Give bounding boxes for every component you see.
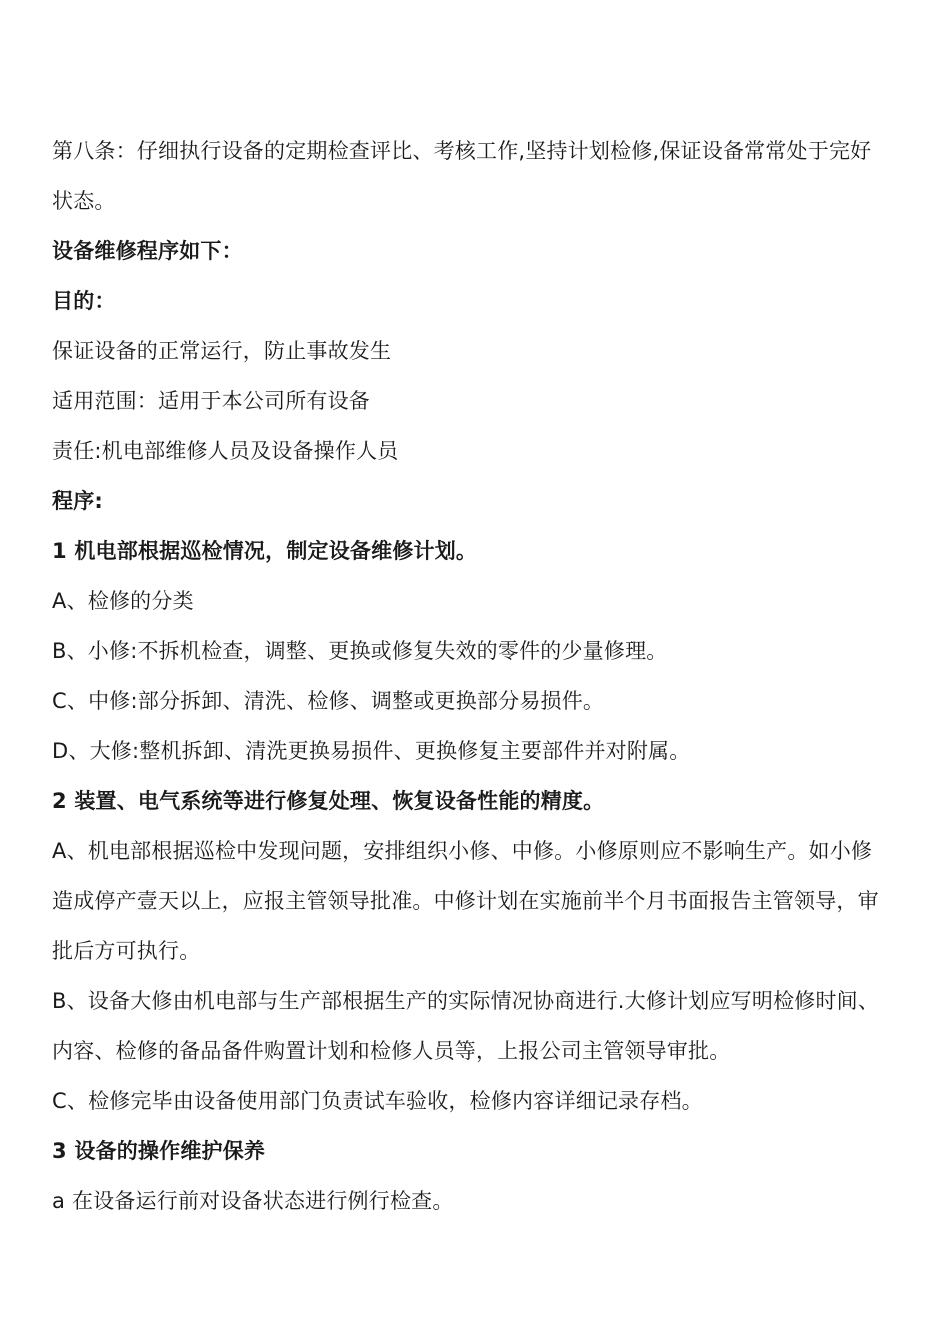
heading-section-2: 2 装置、电气系统等进行修复处理、恢复设备性能的精度。 [52,789,605,813]
list-item-2a: A、机电部根据巡检中发现问题，安排组织小修、中修。小修原则应不影响生产。如小修造成停产壹天以上，应报主管领导批准。中修计划在实施前半个月书面报告主管领导，审批后方可执行。 [52,839,879,963]
document-body [52,126,892,1226]
list-item-1b: B、小修:不拆机检查，调整、更换或修复失效的零件的少量修理。 [52,639,668,663]
heading-purpose: 目的： [52,289,116,313]
heading-section-3: 3 设备的操作维护保养 [52,1139,266,1163]
paragraph-article-8: 第八条：仔细执行设备的定期检查评比、考核工作,坚持计划检修,保证设备常常处于完好状态。 [52,139,872,213]
heading-procedure: 程序: [52,489,103,513]
paragraph-responsibility: 责任:机电部维修人员及设备操作人员 [52,439,399,463]
list-item-3a: a 在设备运行前对设备状态进行例行检查。 [52,1189,454,1213]
heading-maintenance-procedure: 设备维修程序如下： [52,239,243,263]
list-item-2c: C、检修完毕由设备使用部门负责试车验收，检修内容详细记录存档。 [52,1089,703,1113]
list-item-1d: D、大修:整机拆卸、清洗更换易损件、更换修复主要部件并对附属。 [52,739,691,763]
list-item-1c: C、中修:部分拆卸、清洗、检修、调整或更换部分易损件。 [52,689,605,713]
heading-section-1: 1 机电部根据巡检情况，制定设备维修计划。 [52,539,478,563]
paragraph-purpose: 保证设备的正常运行，防止事故发生 [52,339,392,363]
list-item-1a: A、检修的分类 [52,589,194,613]
list-item-2b: B、设备大修由机电部与生产部根据生产的实际情况协商进行.大修计划应写明检修时间、内容、检修的备品备件购置计划和检修人员等，上报公司主管领导审批。 [52,989,880,1063]
paragraph-scope: 适用范围：适用于本公司所有设备 [52,389,370,413]
